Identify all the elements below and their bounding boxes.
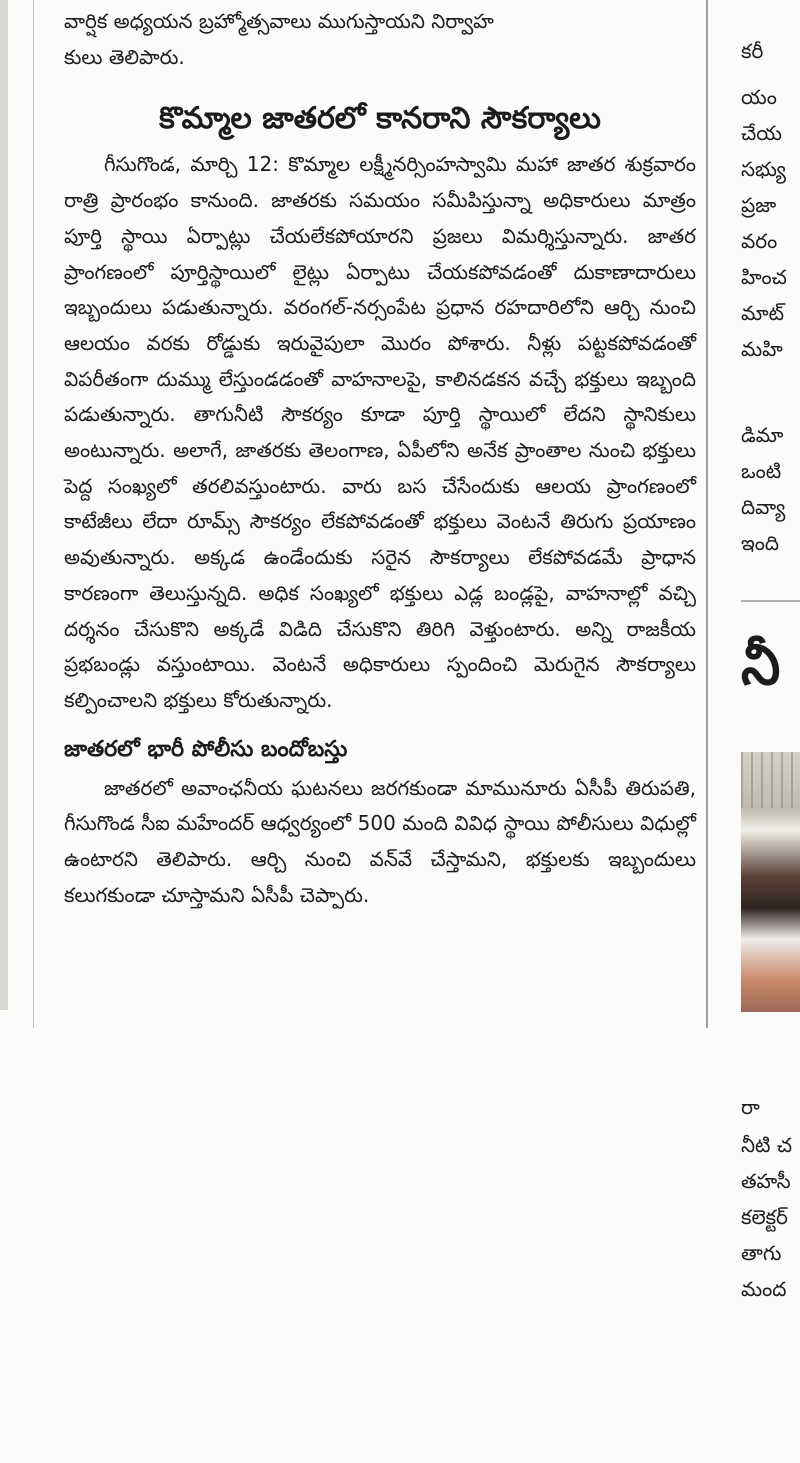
adjacent-article-column: [741, 0, 800, 1301]
cut-off-text: కరీ: [741, 39, 764, 63]
article-headline: కొమ్మాల జాతరలో కానరాని సౌకర్యాలు: [159, 101, 601, 137]
article-body: గీసుగొండ, మార్చి 12: కొమ్మాల లక్ష్మీనర్సింహస్వామి మహా జాతర శుక్రవారం రాత్రి ప్రారంభం కానుంది. జాతరకు సమయం సమీపిస్తున్నా అధికారులు మాత్రం పూర్తి స్థాయి ఏర్పాట్లు చేయలేకపోయారని ప్రజలు విమర్శిస్తున్నారు. జాతర ప్రాంగణంలో పూర్తిస్థాయిలో లైట్లు ఏర్పాటు చేయకపోవడంతో దుకాణాదారులు ఇబ్బందులు పడుతున్నారు. వరంగల్-నర్సంపేట ప్రధాన రహదారిలోని ఆర్చి నుంచి ఆలయం వరకు రోడ్డుకు ఇరువైపులా మొరం పోశారు. నీళ్లు పట్టకపోవడంతో విపరీతంగా దుమ్ము లేస్తుండడంతో వాహనాలపై, కాలినడకన వచ్చే భక్తులు ఇబ్బంది పడుతున్నారు. తాగునీటి సౌకర్యం కూడా పూర్తి స్థాయిలో లేదని స్థానికులు అంటున్నారు. అలాగే, జాతరకు తెలంగాణ, ఏపీలోని అనేక ప్రాంతాల నుంచి భక్తులు పెద్ద సంఖ్యలో తరలివస్తుంటారు. వారు బస చేసేందుకు ఆలయ ప్రాంగణంలో కాటేజీలు లేదా రూమ్స్ సౌకర్యం లేకపోవడంతో భక్తులు వెంటనే తిరుగు ప్రయాణం అవుతున్నారు. అక్కడ ఉండేందుకు సరైన సౌకర్యాలు లేకపోవడమే ప్రాధాన కారణంగా తెలుస్తున్నది. అధిక సంఖ్యలో భక్తులు ఎడ్ల బండ్లపై, వాహనాల్లో వచ్చి దర్శనం చేసుకొని అక్కడే విడిది చేసుకొని తిరిగి వెళ్తుంటారు. అన్ని రాజకీయ ప్రభబండ్లు వస్తుంటాయి. వెంటనే అధికారులు స్పందించి మెరుగైన సౌకర్యాలు కల్పించాలని భక్తులు కోరుతున్నారు.: [64, 152, 696, 712]
previous-story-line: కులు తెలిపారు.: [64, 44, 185, 69]
previous-story-line: వార్షిక అధ్యయన బ్రహ్మోత్సవాలు ముగుస్తాయని నిర్వాహ: [64, 9, 494, 33]
subhead-body: జాతరలో అవాంఛనీయ ఘటనలు జరగకుండా మామునూరు ఏసీపీ తిరుపతి, గీసుగొండ సీఐ మహేందర్ ఆధ్వర్యంలో 500 మంది వివిధ స్థాయి పోలీసులు విధుల్లో ఉంటారని తెలిపారు. ఆర్చి నుంచి వన్‌వే చేస్తామని, భక్తులకు ఇబ్బందులు కలుగకుండా చూస్తామని ఏసీపీ చెప్పారు.: [64, 775, 696, 907]
cut-off-text: వరం: [741, 229, 778, 253]
cut-off-text: డిమా: [741, 423, 784, 447]
previous-story-tail: [64, 0, 696, 75]
cut-off-text: మాట్: [741, 301, 785, 325]
cut-off-text: ఒంటి: [741, 459, 782, 483]
main-column: [64, 0, 696, 1040]
cut-off-text: తాగు: [741, 1241, 782, 1265]
cut-off-text: మంద: [741, 1277, 787, 1301]
cut-off-text: చేయ: [741, 121, 782, 145]
column-divider-left: [33, 0, 34, 1028]
cut-off-text: ప్రజా: [741, 193, 777, 217]
column-divider: [706, 0, 708, 1028]
article-subhead: జాతరలో భారీ పోలీసు బందోబస్తు: [64, 736, 348, 762]
cut-off-text: మహి: [741, 337, 783, 361]
section-divider: [741, 600, 800, 602]
cut-off-text: రా: [741, 1095, 760, 1119]
cut-off-text: దివ్యా: [741, 495, 786, 519]
cut-off-headline: నీ: [741, 633, 781, 698]
cut-off-text: నీటి చ: [741, 1133, 793, 1157]
cut-off-text: తహసీ: [741, 1169, 791, 1193]
adjacent-column-edge: [0, 0, 8, 1010]
cut-off-text: కలెక్టర్: [741, 1205, 788, 1229]
cut-off-text: యం: [741, 85, 777, 109]
cut-off-text: హించ: [741, 265, 787, 289]
news-photo: [741, 752, 800, 1012]
cut-off-text: ఇంది: [741, 531, 780, 555]
cut-off-text: సభ్యు: [741, 157, 786, 181]
